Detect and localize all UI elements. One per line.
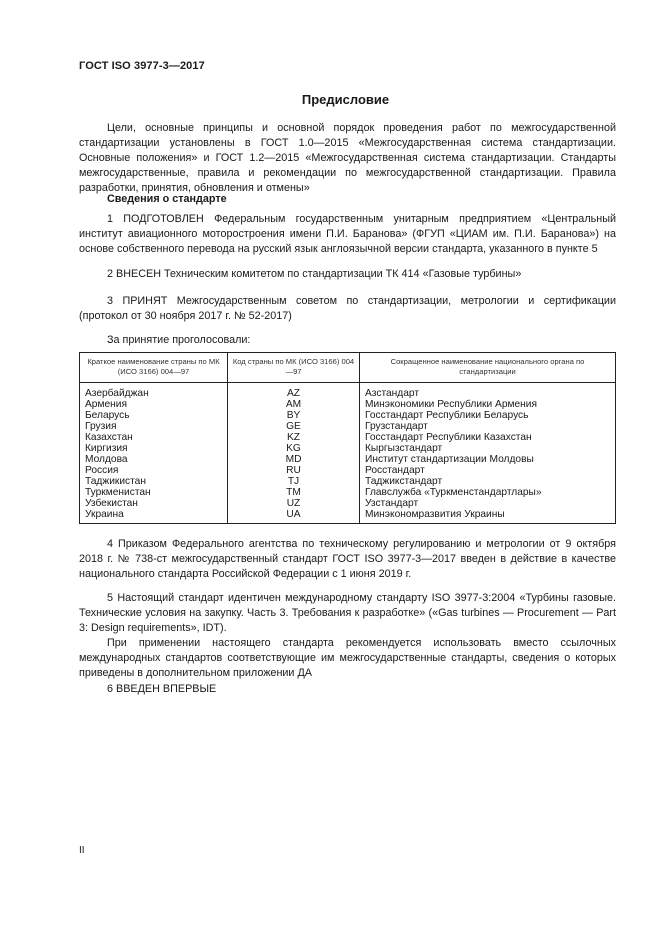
- table-row: [80, 454, 616, 465]
- table-cell-code: TM: [228, 487, 360, 498]
- table-cell-code: TJ: [228, 476, 360, 487]
- item-4-text: 4 Приказом Федерального агентства по техническому регулированию и метрологии от 9 октября 2018 г. № 738-ст межгосударственный стандарт ГОСТ ISO 3977-3—2017 введен в действие в качестве национального стандарта Российской Федерации с 1 июня 2019 г.: [79, 538, 616, 580]
- table-cell-body: Таджикстандарт: [360, 476, 616, 487]
- item-2-text: 2 ВНЕСЕН Техническим комитетом по стандартизации ТК 414 «Газовые турбины»: [107, 268, 522, 280]
- item-6: 6 ВВЕДЕН ВПЕРВЫЕ: [107, 683, 217, 695]
- table-row: [80, 432, 616, 443]
- table-cell-country: Казахстан: [80, 432, 228, 443]
- item-3: [79, 294, 616, 324]
- intro-text: Цели, основные принципы и основной порядок проведения работ по межгосударственной стандартизации установлены в ГОСТ 1.0—2015 «Межгосударственная система стандартизации. Основные положения» и ГОСТ 1.2—2015 «Межгосударственная система стандартизации. Стандарты межгосударственные, правила и рекомендации по межгосударственной стандартизации. Правила разработки, принятия, обновления и отмены»: [79, 122, 616, 194]
- table-row: [80, 421, 616, 432]
- table-cell-country: Узбекистан: [80, 498, 228, 509]
- table-cell-country: Молдова: [80, 454, 228, 465]
- vote-caption: За принятие проголосовали:: [107, 334, 251, 346]
- table-header-code: Код страны по МК (ИСО 3166) 004—97: [228, 353, 360, 383]
- table-row: [80, 399, 616, 410]
- page-title: Предисловие: [301, 92, 390, 107]
- table-cell-country: Грузия: [80, 421, 228, 432]
- table-cell-code: RU: [228, 465, 360, 476]
- table-row: [80, 383, 616, 400]
- item-1-text: 1 ПОДГОТОВЛЕН Федеральным государственным унитарным предприятием «Центральный институт авиационного моторостроения имени П.И. Баранова» (ФГУП «ЦИАМ им. П.И. Баранова») на основе собственного перевода на русский язык англоязычной версии стандарта, указанного в пункте 5: [79, 213, 616, 255]
- table-cell-body: Кыргызстандарт: [360, 443, 616, 454]
- table-cell-code: AZ: [228, 383, 360, 400]
- table-cell-code: MD: [228, 454, 360, 465]
- table-cell-country: Таджикистан: [80, 476, 228, 487]
- table-cell-code: UA: [228, 509, 360, 524]
- item-5: [79, 591, 616, 681]
- table-cell-body: Госстандарт Республики Беларусь: [360, 410, 616, 421]
- document-code: ГОСТ ISO 3977-3—2017: [79, 60, 205, 72]
- table-cell-body: Азстандарт: [360, 383, 616, 400]
- table-cell-country: Беларусь: [80, 410, 228, 421]
- item-1: [79, 212, 616, 257]
- table-cell-country: Киргизия: [80, 443, 228, 454]
- table-cell-code: BY: [228, 410, 360, 421]
- table-row: [80, 476, 616, 487]
- table-cell-code: KG: [228, 443, 360, 454]
- table-cell-code: GE: [228, 421, 360, 432]
- table-cell-body: Узстандарт: [360, 498, 616, 509]
- table-cell-body: Минэкономики Республики Армения: [360, 399, 616, 410]
- table-header-row: [80, 353, 616, 383]
- item-3-text: 3 ПРИНЯТ Межгосударственным советом по стандартизации, метрологии и сертификации (протокол от 30 ноября 2017 г. № 52-2017): [79, 295, 616, 322]
- table-cell-body: Грузстандарт: [360, 421, 616, 432]
- table-cell-country: Россия: [80, 465, 228, 476]
- item-2: [79, 267, 616, 282]
- table-row: [80, 509, 616, 524]
- table-header-country: Краткое наименование страны по МК (ИСО 3166) 004—97: [80, 353, 228, 383]
- table-row: [80, 498, 616, 509]
- table-cell-body: Росстандарт: [360, 465, 616, 476]
- table-row: [80, 487, 616, 498]
- voting-table: [79, 352, 616, 524]
- section-heading: Сведения о стандарте: [107, 193, 227, 205]
- table-cell-country: Туркменистан: [80, 487, 228, 498]
- table-cell-body: Институт стандартизации Молдовы: [360, 454, 616, 465]
- table-row: [80, 465, 616, 476]
- table-cell-body: Главслужба «Туркменстандартлары»: [360, 487, 616, 498]
- table-cell-code: KZ: [228, 432, 360, 443]
- table-cell-country: Украина: [80, 509, 228, 524]
- table-cell-body: Минэкономразвития Украины: [360, 509, 616, 524]
- item-4: [79, 537, 616, 582]
- table-row: [80, 410, 616, 421]
- item-5-text: 5 Настоящий стандарт идентичен международному стандарту ISO 3977-3:2004 «Турбины газовые. Технические условия на закупку. Часть 3. Требования к разработке» («Gas turbines — Procurement — Part 3: Design requirements», IDT).: [79, 592, 616, 634]
- table-cell-code: UZ: [228, 498, 360, 509]
- item-5-note: При применении настоящего стандарта рекомендуется использовать вместо ссылочных международных стандартов соответствующие им межгосударственные стандарты, сведения о которых приведены в дополнительном приложении ДА: [79, 637, 616, 679]
- table-cell-country: Азербайджан: [80, 383, 228, 400]
- table-row: [80, 443, 616, 454]
- table-cell-code: AM: [228, 399, 360, 410]
- table-cell-country: Армения: [80, 399, 228, 410]
- intro-paragraph: [79, 121, 616, 196]
- page-number: II: [79, 845, 85, 856]
- table-header-body: Сокращенное наименование национального органа по стандартизации: [360, 353, 616, 383]
- table-cell-body: Госстандарт Республики Казахстан: [360, 432, 616, 443]
